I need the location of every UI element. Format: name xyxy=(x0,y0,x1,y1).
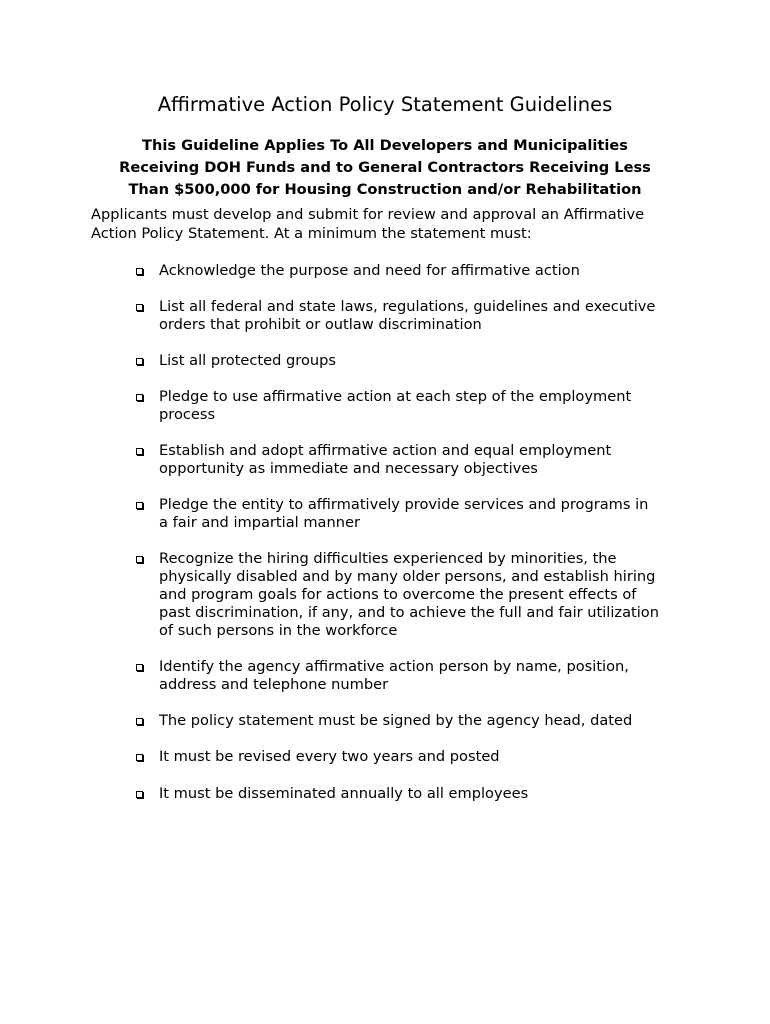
list-item-line: It must be revised every two years and posted xyxy=(159,748,500,765)
list-item xyxy=(136,712,696,730)
list-item-line: process xyxy=(159,406,216,423)
list-item-line: Pledge the entity to affirmatively provide services and programs in xyxy=(159,496,649,513)
list-item xyxy=(136,785,696,803)
list-item-text xyxy=(159,712,699,730)
list-item-text xyxy=(159,388,699,424)
checkbox-square-icon xyxy=(136,664,143,671)
document-title: Affirmative Action Policy Statement Guidelines xyxy=(157,93,613,116)
intro-line: Action Policy Statement. At a minimum the statement must: xyxy=(91,224,532,242)
list-item-line: Pledge to use affirmative action at each step of the employment xyxy=(159,388,632,405)
list-item-line: past discrimination, if any, and to achieve the full and fair utilization xyxy=(159,604,659,621)
list-item-line: Establish and adopt affirmative action and equal employment xyxy=(159,442,612,459)
list-item-text xyxy=(159,298,699,334)
list-item xyxy=(136,352,696,370)
list-item-line: of such persons in the workforce xyxy=(159,622,398,639)
list-item-line: opportunity as immediate and necessary objectives xyxy=(159,460,538,477)
list-item-line: List all federal and state laws, regulations, guidelines and executive xyxy=(159,298,656,315)
list-item xyxy=(136,388,696,424)
checkbox-square-icon xyxy=(136,358,143,365)
list-item-line: The policy statement must be signed by the agency head, dated xyxy=(159,712,633,729)
list-item xyxy=(136,658,696,694)
list-item-text xyxy=(159,262,699,280)
list-item-text xyxy=(159,442,699,478)
subtitle-line: This Guideline Applies To All Developers and Municipalities xyxy=(142,137,628,154)
list-item-line: Recognize the hiring difficulties experienced by minorities, the xyxy=(159,550,617,567)
subtitle-line: Receiving DOH Funds and to General Contractors Receiving Less xyxy=(119,159,651,176)
intro-paragraph xyxy=(91,206,711,243)
intro-line: Applicants must develop and submit for review and approval an Affirmative xyxy=(91,206,645,223)
list-item-text xyxy=(159,496,699,532)
list-item xyxy=(136,298,696,334)
list-item xyxy=(136,748,696,766)
list-item-text xyxy=(159,352,699,370)
list-item-line: physically disabled and by many older persons, and establish hiring xyxy=(159,568,656,585)
list-item-line: It must be disseminated annually to all employees xyxy=(159,785,529,802)
document-subtitle xyxy=(80,135,690,201)
checkbox-square-icon xyxy=(136,754,143,761)
checkbox-square-icon xyxy=(136,304,143,311)
subtitle-line: Than $500,000 for Housing Construction and/or Rehabilitation xyxy=(128,181,642,198)
checkbox-square-icon xyxy=(136,718,143,725)
checkbox-square-icon xyxy=(136,394,143,401)
list-item-line: Identify the agency affirmative action person by name, position, xyxy=(159,658,629,675)
list-item-line: List all protected groups xyxy=(159,352,337,369)
list-item-text xyxy=(159,785,699,803)
checkbox-square-icon xyxy=(136,448,143,455)
list-item-line: address and telephone number xyxy=(159,676,389,693)
list-item xyxy=(136,496,696,532)
list-item-text xyxy=(159,658,699,694)
list-item xyxy=(136,550,696,640)
list-item-line: Acknowledge the purpose and need for affirmative action xyxy=(159,262,580,279)
checkbox-square-icon xyxy=(136,268,143,275)
list-item-line: orders that prohibit or outlaw discrimination xyxy=(159,316,482,333)
checkbox-square-icon xyxy=(136,502,143,509)
list-item xyxy=(136,442,696,478)
list-item-text xyxy=(159,748,699,766)
checkbox-square-icon xyxy=(136,791,143,798)
checkbox-square-icon xyxy=(136,556,143,563)
list-item xyxy=(136,262,696,280)
list-item-text xyxy=(159,550,699,640)
list-item-line: a fair and impartial manner xyxy=(159,514,360,531)
list-item-line: and program goals for actions to overcome the present effects of xyxy=(159,586,637,603)
